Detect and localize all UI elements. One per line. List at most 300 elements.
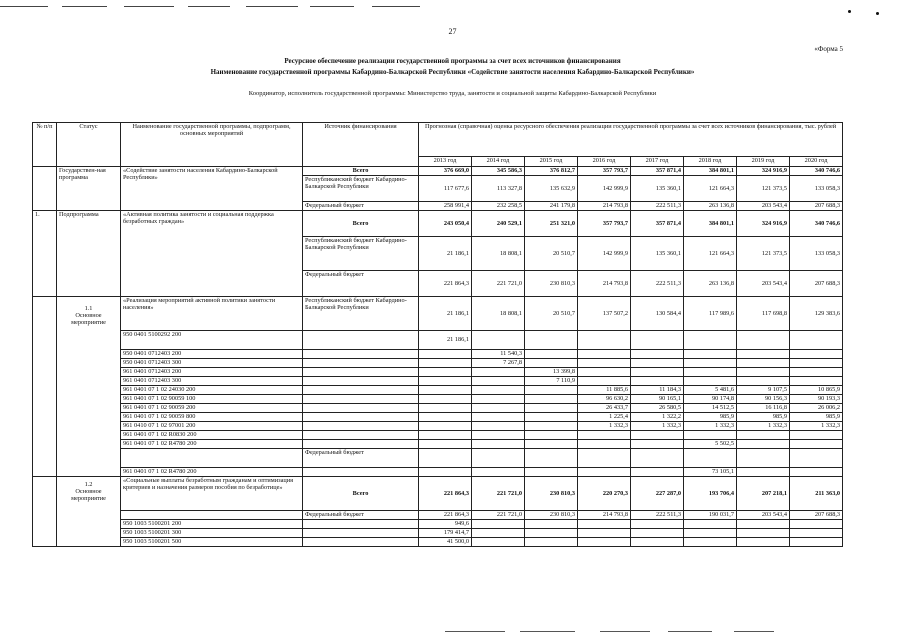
budget-code-row	[33, 331, 843, 350]
source-cell	[303, 359, 419, 368]
value-cell	[737, 538, 790, 547]
source-cell	[303, 331, 419, 350]
value-cell: 73 105,1	[684, 468, 737, 477]
value-cell	[472, 468, 525, 477]
value-cell	[737, 520, 790, 529]
value-cell: 121 373,5	[737, 176, 790, 202]
value-cell	[578, 368, 631, 377]
value-cell	[472, 413, 525, 422]
value-cell	[525, 538, 578, 547]
value-cell: 193 706,4	[684, 477, 737, 511]
source-cell	[303, 468, 419, 477]
value-cell: 190 031,7	[684, 511, 737, 520]
value-cell	[419, 468, 472, 477]
value-cell	[790, 359, 843, 368]
value-cell	[631, 520, 684, 529]
budget-code-row	[33, 511, 843, 520]
program-status: Государствен-ная программа	[57, 167, 121, 211]
value-cell: 14 512,5	[684, 404, 737, 413]
value-cell: 18 808,1	[472, 237, 525, 271]
value-cell	[419, 449, 472, 468]
subprogram-status: Подпрограмма	[57, 211, 121, 297]
year-header: 2018 год	[684, 157, 737, 167]
value-cell	[737, 377, 790, 386]
document-title: Ресурсное обеспечение реализации государственной программы за счет всех источников финансирования	[284, 57, 621, 65]
budget-code: 950 1003 5100201 300	[121, 529, 303, 538]
value-cell: 11 184,3	[631, 386, 684, 395]
source-cell	[303, 368, 419, 377]
value-cell: 179 414,7	[419, 529, 472, 538]
value-cell: 90 174,8	[684, 395, 737, 404]
value-cell: 121 373,5	[737, 237, 790, 271]
measure-status-cell	[57, 297, 121, 477]
value-cell	[631, 377, 684, 386]
budget-code: 961 0401 07 1 02 R4780 200	[121, 468, 303, 477]
value-cell	[790, 331, 843, 350]
value-cell: 221 721,0	[472, 511, 525, 520]
value-cell: 220 270,3	[578, 477, 631, 511]
value-cell	[578, 431, 631, 440]
value-cell: 221 864,3	[419, 511, 472, 520]
value-cell	[790, 449, 843, 468]
value-cell	[631, 350, 684, 359]
value-cell	[684, 350, 737, 359]
value-cell	[737, 529, 790, 538]
value-cell: 10 865,9	[790, 386, 843, 395]
budget-code: 961 0401 07 1 02 90059 100	[121, 395, 303, 404]
value-cell: 230 810,3	[525, 271, 578, 297]
value-cell: 1 322,2	[631, 413, 684, 422]
value-cell	[472, 440, 525, 449]
page-number: 27	[448, 27, 457, 36]
value-cell: 357 793,7	[578, 167, 631, 176]
budget-code: 950 0401 0712403 200	[121, 350, 303, 359]
table-body	[33, 123, 843, 547]
value-cell: 5 481,6	[684, 386, 737, 395]
value-cell: 207 688,3	[790, 202, 843, 211]
program-name: «Содействие занятости населения Кабардино-Балкарской Республики»	[121, 167, 303, 211]
value-cell: 324 916,9	[737, 167, 790, 176]
value-cell	[684, 331, 737, 350]
value-cell: 7 110,9	[525, 377, 578, 386]
budget-code-row	[33, 440, 843, 449]
budget-code-row	[33, 350, 843, 359]
value-cell: 117 698,8	[737, 297, 790, 331]
value-cell: 9 107,5	[737, 386, 790, 395]
value-cell: 985,9	[684, 413, 737, 422]
value-cell	[525, 440, 578, 449]
budget-code-row	[33, 404, 843, 413]
value-cell	[684, 368, 737, 377]
value-cell	[419, 413, 472, 422]
source-cell	[303, 422, 419, 431]
value-cell	[684, 520, 737, 529]
value-cell	[737, 468, 790, 477]
value-cell: 263 136,8	[684, 202, 737, 211]
value-cell: 985,9	[790, 413, 843, 422]
value-cell: 90 156,3	[737, 395, 790, 404]
value-cell	[578, 377, 631, 386]
budget-code: 961 0401 07 1 02 90059 200	[121, 404, 303, 413]
value-cell	[631, 331, 684, 350]
value-cell: 26 433,7	[578, 404, 631, 413]
value-cell: 384 801,1	[684, 167, 737, 176]
source-cell	[303, 377, 419, 386]
measure-status: Основное мероприятие	[71, 488, 106, 503]
budget-code: 961 0410 07 1 02 97001 200	[121, 422, 303, 431]
value-cell	[684, 529, 737, 538]
budget-code-row	[33, 422, 843, 431]
value-cell: 90 165,1	[631, 395, 684, 404]
value-cell: 340 746,6	[790, 167, 843, 176]
value-cell: 203 543,4	[737, 202, 790, 211]
value-cell: 214 793,8	[578, 271, 631, 297]
value-cell	[578, 538, 631, 547]
value-cell	[790, 468, 843, 477]
source-cell: Федеральный бюджет	[303, 449, 419, 468]
value-cell: 376 812,7	[525, 167, 578, 176]
budget-code-row	[33, 413, 843, 422]
source-cell	[303, 440, 419, 449]
value-cell	[790, 529, 843, 538]
value-cell	[631, 440, 684, 449]
header-forecast: Прогнозная (справочная) оценка ресурсного обеспечения реализации государственной программы за счет всех источников финансирования, тыс. рублей	[419, 123, 843, 157]
source-cell: Федеральный бюджет	[303, 271, 419, 297]
value-cell	[472, 538, 525, 547]
value-cell: 222 511,3	[631, 271, 684, 297]
value-cell	[737, 368, 790, 377]
value-cell	[419, 440, 472, 449]
value-cell: 222 511,3	[631, 202, 684, 211]
header-source: Источник финансирования	[303, 123, 419, 167]
budget-code: 961 0401 07 1 02 90059 800	[121, 413, 303, 422]
value-cell	[737, 350, 790, 359]
value-cell	[472, 529, 525, 538]
value-cell: 949,6	[419, 520, 472, 529]
value-cell: 207 218,1	[737, 477, 790, 511]
subprogram-row	[33, 211, 843, 237]
source-cell	[303, 350, 419, 359]
resource-table	[32, 122, 843, 547]
value-cell	[525, 386, 578, 395]
measure-status: Основное мероприятие	[71, 312, 106, 327]
value-cell	[525, 449, 578, 468]
year-header: 2019 год	[737, 157, 790, 167]
value-cell	[684, 359, 737, 368]
value-cell	[578, 331, 631, 350]
source-cell	[303, 413, 419, 422]
value-cell: 135 360,1	[631, 237, 684, 271]
value-cell: 142 999,9	[578, 237, 631, 271]
value-cell: 117 677,6	[419, 176, 472, 202]
value-cell: 117 989,6	[684, 297, 737, 331]
source-cell	[303, 395, 419, 404]
value-cell: 357 871,4	[631, 167, 684, 176]
value-cell: 21 186,1	[419, 237, 472, 271]
program-row	[33, 167, 843, 176]
value-cell	[525, 350, 578, 359]
value-cell: 96 630,2	[578, 395, 631, 404]
value-cell	[472, 520, 525, 529]
budget-code: 961 0401 0712403 300	[121, 377, 303, 386]
value-cell	[631, 538, 684, 547]
header-status: Статус	[57, 123, 121, 167]
value-cell	[525, 413, 578, 422]
value-cell	[419, 395, 472, 404]
value-cell: 324 916,9	[737, 211, 790, 237]
value-cell	[790, 431, 843, 440]
source-cell	[303, 404, 419, 413]
program-name-title: Наименование государственной программы Кабардино-Балкарской Республики «Содействие занятости населения Кабардино-Балкарской Республики»	[210, 68, 695, 76]
value-cell	[525, 422, 578, 431]
budget-code-row	[33, 529, 843, 538]
budget-code	[121, 511, 303, 520]
value-cell: 384 801,1	[684, 211, 737, 237]
value-cell: 26 580,5	[631, 404, 684, 413]
value-cell	[419, 377, 472, 386]
value-cell	[525, 520, 578, 529]
source-cell: Всего	[303, 167, 419, 176]
budget-code: 950 1003 5100201 500	[121, 538, 303, 547]
value-cell: 1 332,3	[684, 422, 737, 431]
value-cell: 227 287,0	[631, 477, 684, 511]
value-cell: 26 006,2	[790, 404, 843, 413]
year-header: 2013 год	[419, 157, 472, 167]
measure-left-cell	[33, 477, 57, 547]
value-cell	[684, 449, 737, 468]
value-cell	[790, 368, 843, 377]
value-cell: 20 510,7	[525, 237, 578, 271]
value-cell	[472, 386, 525, 395]
budget-code: 961 0401 07 1 02 24030 200	[121, 386, 303, 395]
budget-code: 961 0401 07 1 02 R0830 200	[121, 431, 303, 440]
value-cell	[631, 368, 684, 377]
value-cell: 11 540,3	[472, 350, 525, 359]
value-cell: 214 793,8	[578, 202, 631, 211]
value-cell: 133 058,3	[790, 176, 843, 202]
value-cell: 1 332,3	[578, 422, 631, 431]
budget-code-row	[33, 520, 843, 529]
value-cell: 357 871,4	[631, 211, 684, 237]
value-cell: 221 721,0	[472, 477, 525, 511]
value-cell: 142 999,9	[578, 176, 631, 202]
value-cell: 135 360,1	[631, 176, 684, 202]
source-cell: Республиканский бюджет Кабардино-Балкарской Республики	[303, 237, 419, 271]
value-cell	[419, 359, 472, 368]
budget-code-row	[33, 468, 843, 477]
value-cell	[472, 404, 525, 413]
value-cell	[419, 404, 472, 413]
value-cell	[578, 440, 631, 449]
value-cell: 129 383,6	[790, 297, 843, 331]
value-cell: 203 543,4	[737, 511, 790, 520]
value-cell	[790, 350, 843, 359]
value-cell: 241 179,8	[525, 202, 578, 211]
value-cell: 1 332,3	[737, 422, 790, 431]
budget-code-row	[33, 449, 843, 468]
value-cell: 41 500,0	[419, 538, 472, 547]
value-cell	[419, 431, 472, 440]
budget-code-row	[33, 377, 843, 386]
source-cell	[303, 386, 419, 395]
value-cell: 214 793,8	[578, 511, 631, 520]
value-cell	[631, 529, 684, 538]
source-cell: Республиканский бюджет Кабардино-Балкарской Республики	[303, 297, 419, 331]
value-cell: 130 584,4	[631, 297, 684, 331]
value-cell: 207 688,3	[790, 271, 843, 297]
budget-code-row	[33, 368, 843, 377]
value-cell	[472, 395, 525, 404]
value-cell	[631, 431, 684, 440]
value-cell: 133 058,3	[790, 237, 843, 271]
measure-status-cell	[57, 477, 121, 547]
value-cell: 90 193,3	[790, 395, 843, 404]
value-cell: 221 864,3	[419, 477, 472, 511]
year-header: 2015 год	[525, 157, 578, 167]
value-cell	[419, 350, 472, 359]
value-cell: 18 808,1	[472, 297, 525, 331]
value-cell: 135 632,9	[525, 176, 578, 202]
value-cell	[631, 468, 684, 477]
value-cell	[525, 529, 578, 538]
value-cell: 230 810,3	[525, 511, 578, 520]
value-cell: 5 502,5	[684, 440, 737, 449]
value-cell: 340 746,6	[790, 211, 843, 237]
value-cell: 137 507,2	[578, 297, 631, 331]
budget-code-row	[33, 386, 843, 395]
budget-code: 950 0401 5100292 200	[121, 331, 303, 350]
value-cell: 211 363,0	[790, 477, 843, 511]
value-cell	[790, 440, 843, 449]
budget-code-row	[33, 395, 843, 404]
value-cell	[790, 538, 843, 547]
value-cell	[472, 377, 525, 386]
value-cell: 121 664,3	[684, 237, 737, 271]
value-cell	[525, 331, 578, 350]
source-cell	[303, 538, 419, 547]
budget-code	[121, 449, 303, 468]
value-cell	[578, 529, 631, 538]
value-cell	[578, 350, 631, 359]
value-cell: 7 267,8	[472, 359, 525, 368]
value-cell: 1 332,3	[631, 422, 684, 431]
value-cell: 1 332,3	[790, 422, 843, 431]
value-cell: 232 258,5	[472, 202, 525, 211]
value-cell: 207 688,3	[790, 511, 843, 520]
value-cell	[419, 386, 472, 395]
value-cell: 263 136,8	[684, 271, 737, 297]
value-cell: 222 511,3	[631, 511, 684, 520]
budget-code-row	[33, 359, 843, 368]
value-cell	[419, 368, 472, 377]
header-name: Наименование государственной программы, подпрограмм, основных мероприятий	[121, 123, 303, 167]
value-cell: 240 529,1	[472, 211, 525, 237]
form-label: «Форма 5	[814, 45, 843, 53]
source-cell: Федеральный бюджет	[303, 511, 419, 520]
bottom-edge-marks	[0, 631, 905, 633]
value-cell	[525, 395, 578, 404]
value-cell	[737, 431, 790, 440]
value-cell: 230 810,3	[525, 477, 578, 511]
value-cell	[631, 359, 684, 368]
year-header: 2016 год	[578, 157, 631, 167]
budget-code: 961 0401 07 1 02 R4780 200	[121, 440, 303, 449]
subprogram-no: 1.	[33, 211, 57, 297]
value-cell	[578, 468, 631, 477]
value-cell	[790, 520, 843, 529]
value-cell: 251 321,0	[525, 211, 578, 237]
value-cell: 221 721,0	[472, 271, 525, 297]
value-cell: 345 586,3	[472, 167, 525, 176]
value-cell	[472, 331, 525, 350]
value-cell	[790, 377, 843, 386]
value-cell	[525, 359, 578, 368]
year-header: 2017 год	[631, 157, 684, 167]
value-cell	[578, 449, 631, 468]
value-cell: 16 116,8	[737, 404, 790, 413]
value-cell	[684, 538, 737, 547]
measure-row	[33, 297, 843, 331]
source-cell: Республиканский бюджет Кабардино-Балкарской Республики	[303, 176, 419, 202]
value-cell: 20 510,7	[525, 297, 578, 331]
top-edge-marks	[0, 6, 905, 10]
value-cell	[737, 359, 790, 368]
measure-no: 1.2	[84, 481, 93, 488]
measure-name: «Реализация мероприятий активной политики занятости населения»	[121, 297, 303, 331]
value-cell: 243 050,4	[419, 211, 472, 237]
value-cell: 121 664,3	[684, 176, 737, 202]
value-cell	[737, 440, 790, 449]
budget-code: 950 1003 5100201 200	[121, 520, 303, 529]
value-cell	[578, 359, 631, 368]
budget-code: 961 0401 0712403 200	[121, 368, 303, 377]
value-cell: 258 991,4	[419, 202, 472, 211]
source-cell	[303, 520, 419, 529]
source-cell: Всего	[303, 477, 419, 511]
value-cell: 21 186,1	[419, 297, 472, 331]
budget-code-row	[33, 538, 843, 547]
value-cell: 357 793,7	[578, 211, 631, 237]
value-cell	[419, 422, 472, 431]
measure-name: «Социальные выплаты безработным гражданам и оптимизация критериев и назначения размеров пособия по безработице»	[121, 477, 303, 511]
measure-no: 1.1	[84, 305, 93, 312]
value-cell: 11 885,6	[578, 386, 631, 395]
subprogram-name: «Активная политика занятости и социальная поддержка безработных граждан»	[121, 211, 303, 297]
program-no	[33, 167, 57, 211]
value-cell	[684, 377, 737, 386]
scan-mark	[848, 10, 851, 13]
source-cell	[303, 431, 419, 440]
value-cell	[472, 449, 525, 468]
value-cell	[737, 449, 790, 468]
value-cell: 113 327,8	[472, 176, 525, 202]
source-cell	[303, 529, 419, 538]
value-cell	[684, 431, 737, 440]
value-cell	[737, 331, 790, 350]
value-cell	[525, 404, 578, 413]
budget-code: 950 0401 0712403 300	[121, 359, 303, 368]
value-cell	[472, 422, 525, 431]
header-row	[33, 123, 843, 157]
source-cell: Федеральный бюджет	[303, 202, 419, 211]
measure-row	[33, 477, 843, 511]
header-no: № п/п	[33, 123, 57, 167]
value-cell: 1 225,4	[578, 413, 631, 422]
value-cell: 21 186,1	[419, 331, 472, 350]
value-cell	[631, 449, 684, 468]
value-cell	[472, 431, 525, 440]
year-header: 2020 год	[790, 157, 843, 167]
